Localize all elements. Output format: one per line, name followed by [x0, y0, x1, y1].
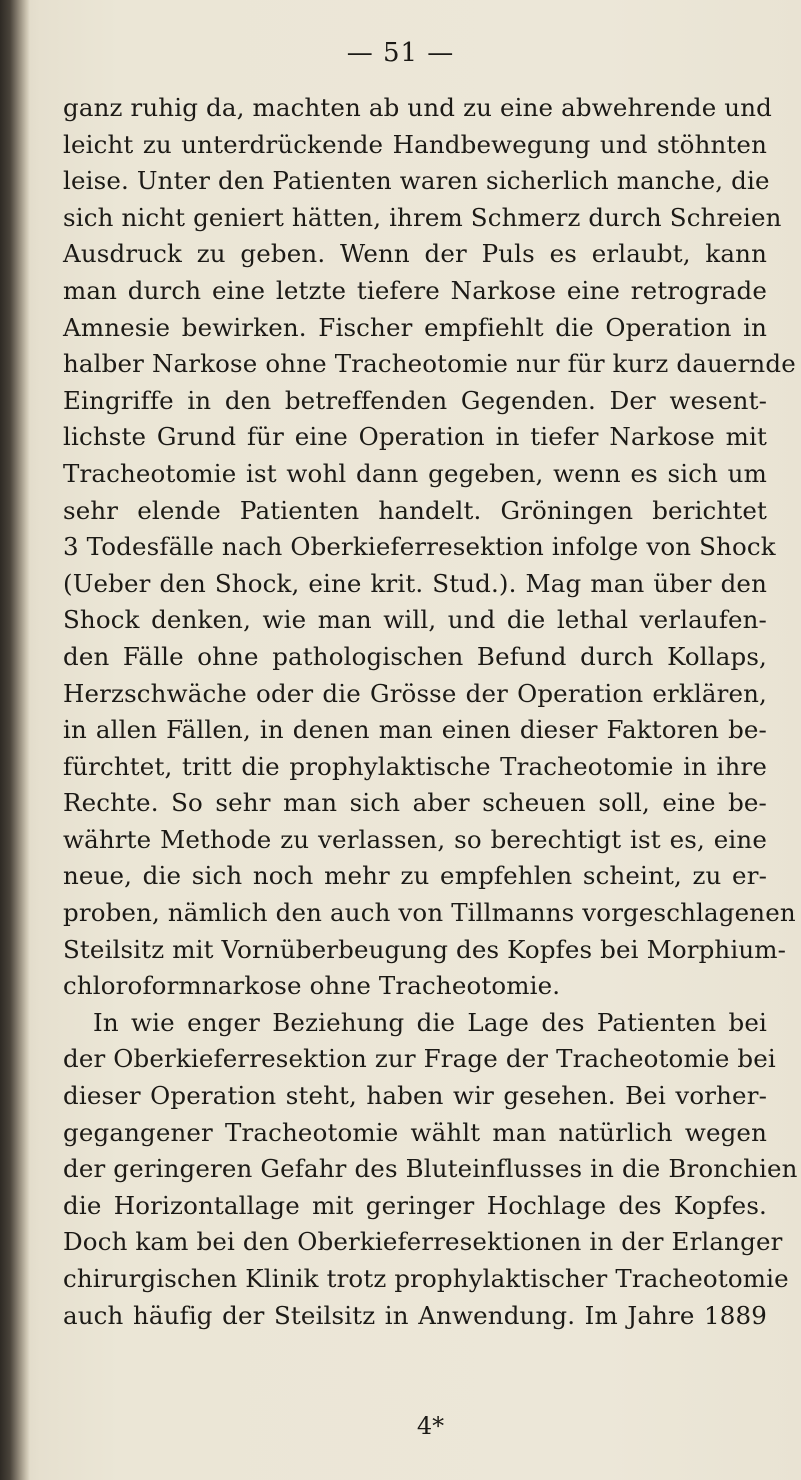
text-line: ganz ruhig da, machten ab und zu eine abwehrende und [63, 93, 772, 122]
text-line: währte Methode zu verlassen, so berechtigt ist es, eine [63, 824, 767, 854]
text-line: Steilsitz mit Vornüberbeugung des Kopfes bei Morphium- [63, 934, 787, 964]
text-line: der geringeren Gefahr des Bluteinflusses in die Bronchien [63, 1154, 798, 1184]
text-line: proben, nämlich den auch von Tillmanns vorgeschlagenen [63, 898, 796, 928]
text-line: 3 Todesfälle nach Oberkieferresektion infolge von Shock [63, 532, 776, 562]
text-line: sehr elende Patienten handelt. Gröningen berichtet [63, 495, 767, 525]
text-line: den Fälle ohne pathologischen Befund durch Kollaps, [63, 641, 767, 671]
text-line: die Horizontallage mit geringer Hochlage des Kopfes. [63, 1190, 767, 1220]
text-line: Ausdruck zu geben. Wenn der Puls es erlaubt, kann [63, 239, 767, 269]
text-line: Doch kam bei den Oberkieferresektionen in der Erlanger [63, 1227, 783, 1257]
text-line: gegangener Tracheotomie wählt man natürlich wegen [63, 1117, 767, 1147]
text-line-paragraph-start: In wie enger Beziehung die Lage des Patienten bei [93, 1007, 767, 1037]
text-line: Herzschwäche oder die Grösse der Operation erklären, [63, 678, 767, 708]
book-spine-shadow [0, 0, 30, 1480]
text-line: der Oberkieferresektion zur Frage der Tracheotomie bei [63, 1044, 776, 1074]
text-line: Tracheotomie ist wohl dann gegeben, wenn es sich um [63, 458, 767, 488]
text-line: in allen Fällen, in denen man einen dieser Faktoren be- [63, 715, 767, 745]
text-line: lichste Grund für eine Operation in tiefer Narkose mit [63, 422, 767, 452]
text-line: chirurgischen Klinik trotz prophylaktischer Tracheotomie [63, 1264, 789, 1293]
text-line: auch häufig der Steilsitz in Anwendung. Im Jahre 1889 [63, 1300, 767, 1330]
text-line: Rechte. So sehr man sich aber scheuen soll, eine be- [63, 788, 767, 818]
text-line: leicht zu unterdrückende Handbewegung und stöhnten [63, 129, 767, 159]
text-line: leise. Unter den Patienten waren sicherlich manche, die [63, 166, 770, 196]
text-line: Eingriffe in den betreffenden Gegenden. Der wesent- [63, 385, 767, 415]
text-line: dieser Operation steht, haben wir gesehen. Bei vorher- [63, 1081, 767, 1111]
text-line: chloroformnarkose ohne Tracheotomie. [63, 971, 561, 1001]
text-line: neue, die sich noch mehr zu empfehlen scheint, zu er- [63, 861, 767, 891]
text-line: Shock denken, wie man will, und die lethal verlaufen- [63, 605, 767, 635]
text-line: Amnesie bewirken. Fischer empfiehlt die Operation in [63, 312, 767, 342]
page-number-header: — 51 — [346, 38, 455, 68]
body-text [63, 90, 798, 1334]
text-line: man durch eine letzte tiefere Narkose eine retrograde [63, 275, 767, 305]
printer-signature-mark: 4* [416, 1412, 445, 1440]
text-line: sich nicht geniert hätten, ihrem Schmerz durch Schreien [63, 202, 782, 232]
text-line: (Ueber den Shock, eine krit. Stud.). Mag man über den [63, 568, 767, 598]
text-line: halber Narkose ohne Tracheotomie nur für kurz dauernde [63, 349, 796, 379]
text-line: fürchtet, tritt die prophylaktische Tracheotomie in ihre [63, 751, 767, 781]
